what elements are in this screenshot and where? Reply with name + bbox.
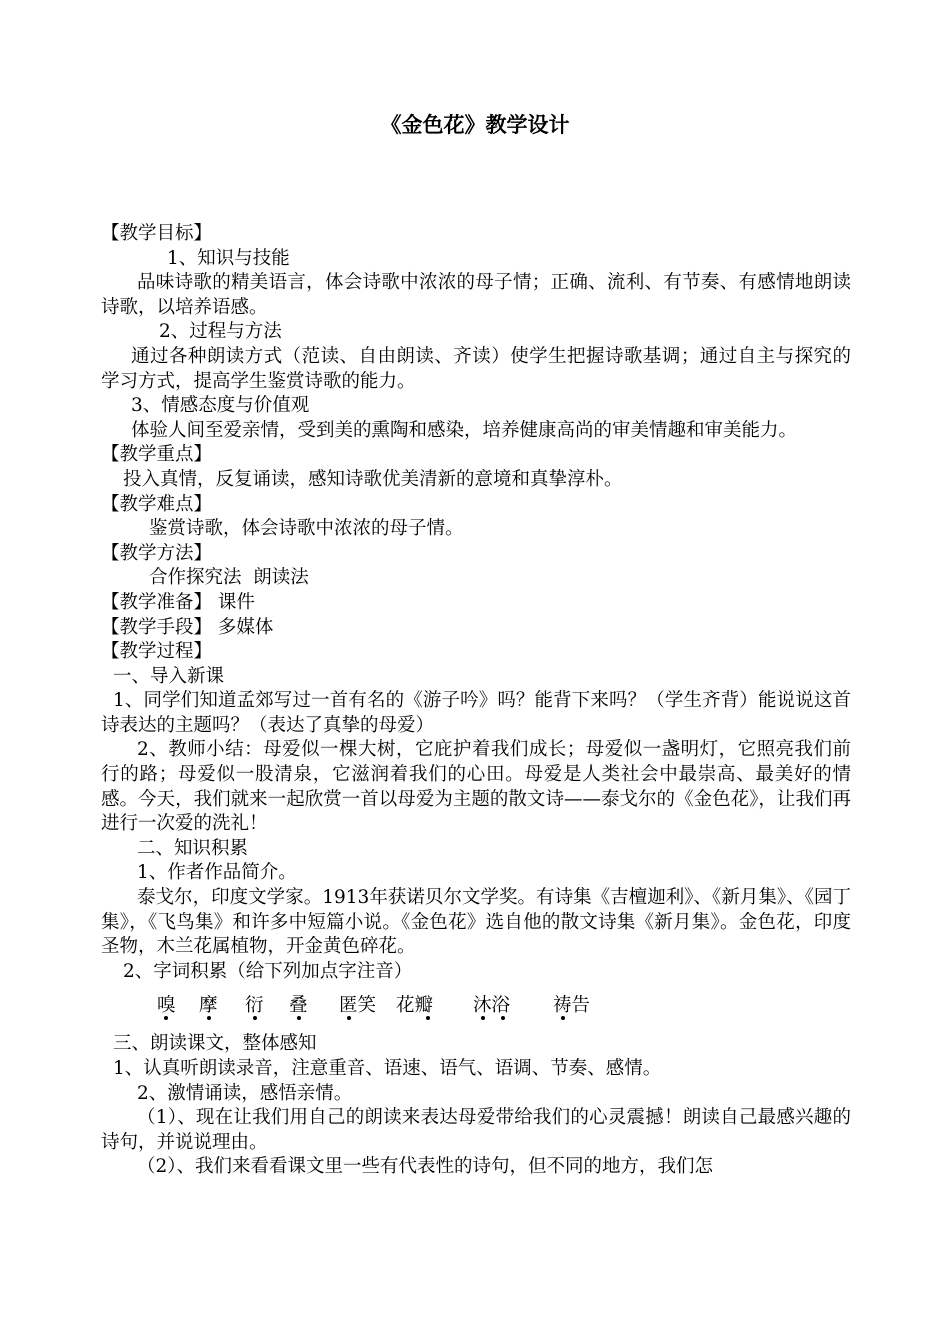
goal-3-text: 体验人间至爱亲情，受到美的熏陶和感染，培养健康高尚的审美情趣和审美能力。	[131, 419, 798, 441]
section-heading-process: 【教学过程】	[101, 641, 213, 663]
emphasis-dot	[561, 1016, 565, 1020]
document-title: 《金色花》教学设计	[380, 112, 570, 137]
part-3-heading: 三、朗读课文，整体感知	[113, 1033, 317, 1055]
part-2-heading: 二、知识积累	[137, 837, 249, 859]
goal-1-heading: 1、知识与技能	[167, 247, 290, 269]
section-heading-goals: 【教学目标】	[101, 223, 213, 244]
section-heading-key-points: 【教学重点】	[101, 444, 213, 466]
vocab-item: 花瓣	[396, 995, 434, 1017]
part-2-step-2: 2、字词积累（给下列加点字注音）	[123, 960, 413, 982]
part-1-heading: 一、导入新课	[113, 665, 225, 687]
goal-2-text: 通过各种朗读方式（范读、自由朗读、齐读）使学生把握诗歌基调；通过自主与探究的学习方式，提高学生鉴赏诗歌的能力。	[101, 345, 851, 392]
vocab-item: 衍	[245, 995, 264, 1017]
part-3-step-2: 2、激情诵读，感悟亲情。	[137, 1082, 353, 1104]
section-means: 【教学手段】 多媒体	[101, 616, 274, 638]
part-1-step-1: 1、同学们知道孟郊写过一首有名的《游子吟》吗？能背下来吗？（学生齐背）能说说这首诗表达的主题吗？（表达了真挚的母爱）	[101, 690, 851, 736]
goal-3-heading: 3、情感态度与价值观	[131, 395, 310, 417]
part-2-step-1: 1、作者作品简介。	[137, 862, 297, 884]
goal-2-heading: 2、过程与方法	[159, 321, 282, 343]
emphasis-dot	[164, 1016, 168, 1020]
vocab-item: 嗅	[157, 995, 176, 1017]
vocab-item: 匿笑	[339, 995, 377, 1017]
emphasis-dot	[426, 1016, 430, 1020]
vocab-item: 祷告	[553, 995, 591, 1017]
section-preparation: 【教学准备】 课件	[101, 591, 255, 613]
section-heading-difficulties: 【教学难点】	[101, 493, 213, 515]
part-3-step-2-2: （2）、我们来看看课文里一些有代表性的诗句，但不同的地方，我们怎	[137, 1156, 714, 1178]
difficulties-text: 鉴赏诗歌，体会诗歌中浓浓的母子情。	[149, 518, 464, 540]
vocab-item: 叠	[289, 995, 308, 1017]
emphasis-dot	[347, 1016, 351, 1020]
vocab-item: 摩	[199, 995, 218, 1017]
goal-1-text: 品味诗歌的精美语言，体会诗歌中浓浓的母子情；正确、流利、有节奏、有感情地朗读诗歌，以培养语感。	[101, 272, 851, 318]
emphasis-dot	[253, 1016, 257, 1020]
vocab-row	[101, 990, 851, 1030]
part-3-step-2-1: （1）、现在让我们用自己的朗读来表达母爱带给我们的心灵震撼！朗读自己最感兴趣的诗句，并说说理由。	[101, 1107, 851, 1153]
part-3-step-1: 1、认真听朗读录音，注意重音、语速、语气、语调、节奏、感情。	[113, 1058, 662, 1079]
emphasis-dot	[207, 1016, 211, 1020]
author-intro-text: 泰戈尔，印度文学家。1913年获诺贝尔文学奖。有诗集《吉檀迦利》、《新月集》、《园丁集》，《飞鸟集》和许多中短篇小说。《金色花》选自他的散文诗集《新月集》。金色花，印度圣物，木兰花属植物，开金黄色碎花。	[101, 887, 851, 958]
emphasis-dot	[501, 1016, 505, 1020]
vocab-item: 沐浴	[473, 995, 511, 1017]
document-body	[101, 222, 851, 1180]
key-points-text: 投入真情，反复诵读，感知诗歌优美清新的意境和真挚淳朴。	[123, 468, 623, 490]
methods-text: 合作探究法 朗读法	[149, 567, 309, 589]
emphasis-dot	[481, 1016, 485, 1020]
emphasis-dot	[297, 1016, 301, 1020]
part-1-step-2: 2、教师小结：母爱似一棵大树，它庇护着我们成长；母爱似一盏明灯，它照亮我们前行的路；母爱似一股清泉，它滋润着我们的心田。母爱是人类社会中最崇高、最美好的情感。今天，我们就来一起欣赏一首以母爱为主题的散文诗——泰戈尔的《金色花》，让我们再进行一次爱的洗礼！	[101, 739, 851, 835]
section-heading-methods: 【教学方法】	[101, 542, 213, 564]
